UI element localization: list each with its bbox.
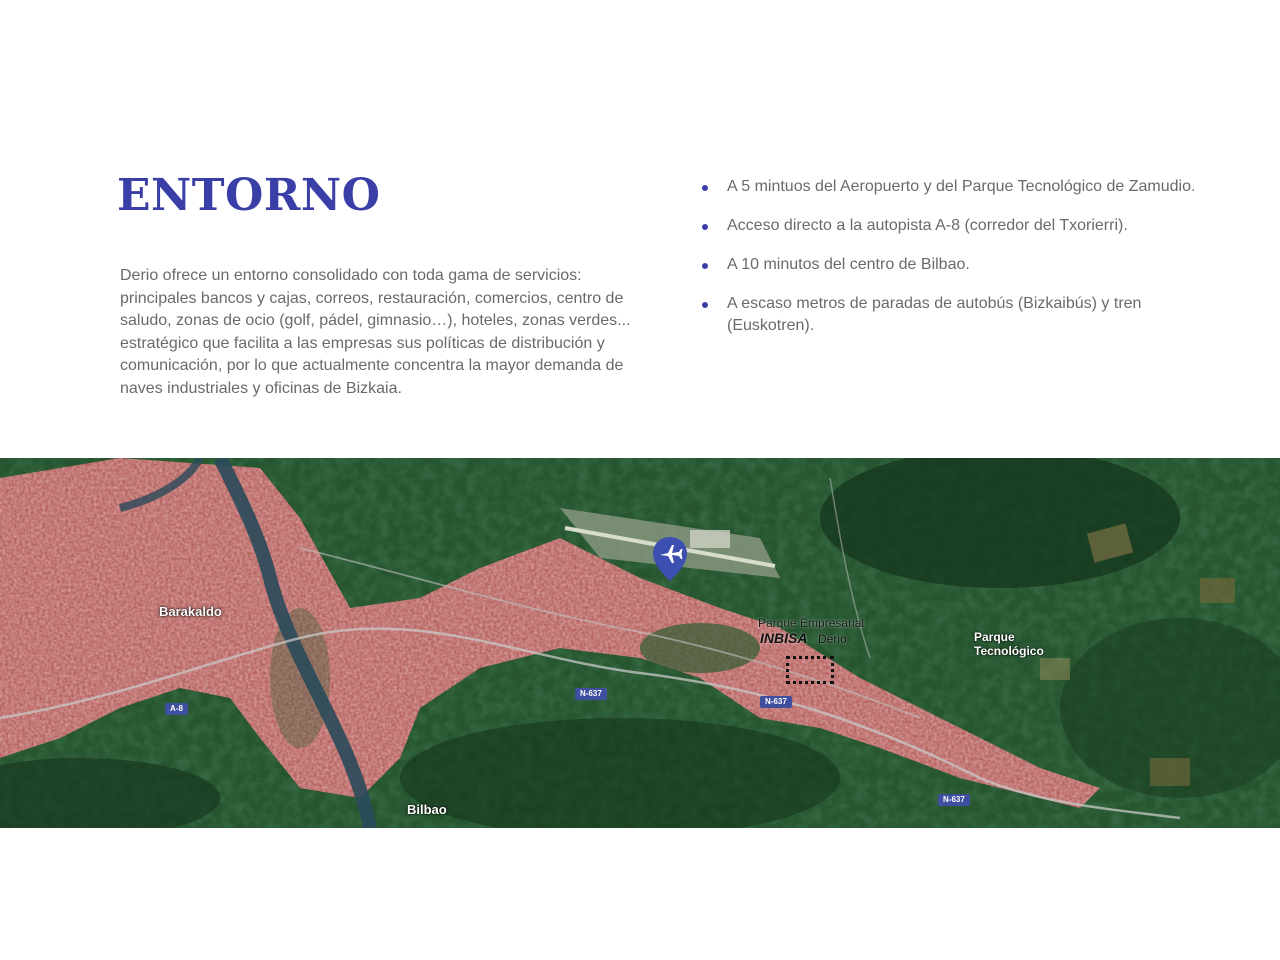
dotted-plot-marker <box>786 656 834 684</box>
bullet-icon <box>702 263 708 269</box>
list-item-text: A escaso metros de paradas de autobús (Bizkaibús) y tren (Euskotren). <box>727 295 1142 334</box>
map-label-parque-tecnologico: Parque Tecnológico <box>974 630 1044 658</box>
list-item-text: A 10 minutos del centro de Bilbao. <box>727 256 970 273</box>
bullet-icon <box>702 302 708 308</box>
list-item-text: Acceso directo a la autopista A-8 (corredor del Txorierri). <box>727 217 1128 234</box>
list-item <box>700 293 1200 337</box>
map-label-parque-empresarial: Parque Empresarial <box>758 616 865 630</box>
list-item <box>700 215 1200 237</box>
intro-paragraph: Derio ofrece un entorno consolidado con toda gama de servicios: principales bancos y cajas, correos, restauración, comercios, centro de saludo, zonas de ocio (golf, pádel, gimnasio…), hoteles, zonas verdes... estratégico que facilita a las empresas sus políticas de distribución y comunicación, por lo que actualmente concentra la mayor demanda de naves industriales y oficinas de Bizkaia. <box>120 267 631 397</box>
page-title: ENTORNO <box>117 170 381 221</box>
map-label-barakaldo: Barakaldo <box>159 604 222 619</box>
road-badge-n637: N-637 <box>760 696 792 708</box>
map-label-bilbao: Bilbao <box>407 802 447 817</box>
map-background <box>0 458 1280 828</box>
list-item <box>700 254 1200 276</box>
bullet-icon <box>702 185 708 191</box>
bullet-icon <box>702 224 708 230</box>
road-badge-n637: N-637 <box>575 688 607 700</box>
map-label-inbisa: INBISA <box>760 630 808 646</box>
feature-list <box>700 176 1200 354</box>
list-item <box>700 176 1200 198</box>
list-item-text: A 5 mintuos del Aeropuerto y del Parque Tecnológico de Zamudio. <box>727 178 1196 195</box>
airplane-icon <box>652 536 688 582</box>
road-badge-n637: N-637 <box>938 794 970 806</box>
road-badge-a8: A-8 <box>165 703 188 715</box>
satellite-map <box>0 458 1280 828</box>
map-label-derio: Derio <box>818 632 847 646</box>
